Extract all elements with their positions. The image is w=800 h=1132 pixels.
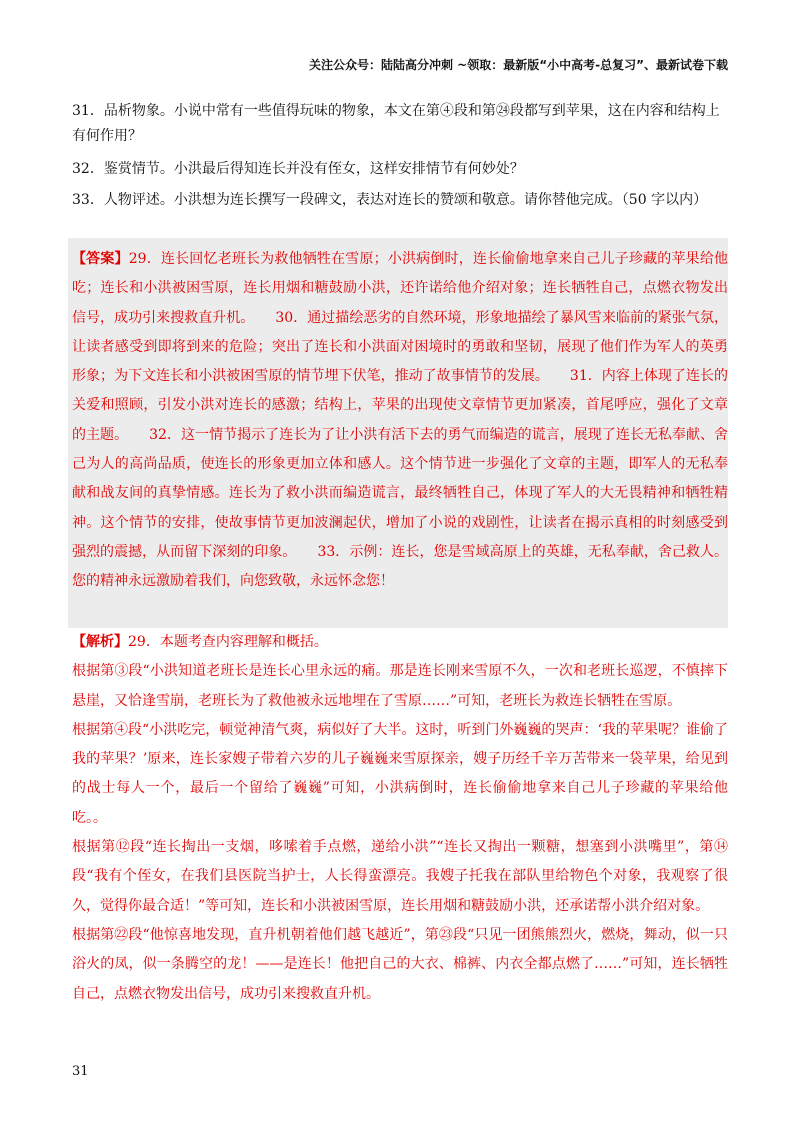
analysis-paragraph: 根据第④段“小洪吃完，顿觉神清气爽，病似好了大半。这时，听到门外巍巍的哭声：‘我的苹果呢？谁偷了我的苹果？’原来，连长家嫂子带着六岁的儿子巍巍来雪原探亲，嫂子历经千辛万苦带来一袋苹果，给见到的战士每人一个，最后一个留给了巍巍”可知，小洪病倒时，连长偷偷地拿来自己儿子珍藏的苹果给他吃。。: [72, 721, 728, 826]
answer-block: [72, 245, 728, 597]
analysis-paragraph: 根据第③段“小洪知道老班长是连长心里永远的痛。那是连长刚来雪原不久，一次和老班长巡逻，不慎摔下悬崖，又恰逢雪崩，老班长为了救他被永远地埋在了雪原……”可知，老班长为救连长牺牲在雪原。: [72, 663, 728, 709]
analysis-label: 【解析】: [72, 634, 128, 650]
answer-label: 【答案】: [72, 251, 129, 267]
analysis-paragraph: 根据第㉒段“他惊喜地发现，直升机朝着他们越飞越近”，第㉓段“只见一团熊熊烈火，燃烧，舞动，似一只浴火的凤，似一条腾空的龙！——是连长！他把自己的大衣、棉裤、内衣全都点燃了……”可知，连长牺牲自己，点燃衣物发出信号，成功引来搜救直升机。: [72, 926, 728, 1002]
answer-text: 29．连长回忆老班长为救他牺牲在雪原；小洪病倒时，连长偷偷地拿来自己儿子珍藏的苹果给他吃；连长和小洪被困雪原，连长用烟和糖鼓励小洪，还许诺给他介绍对象；连长牺牲自己，点燃衣物发出信号，成功引来搜救直升机。 30．通过描绘恶劣的自然环境，形象地描绘了暴风雪来临前的紧张气氛，让读者感受到即将到来的危险；突出了连长和小洪面对困境时的勇敢和坚韧，展现了他们作为军人的英勇形象；为下文连长和小洪被困雪原的情节埋下伏笔，推动了故事情节的发展。 31．内容上体现了连长的关爱和照顾，引发小洪对连长的感激；结构上，苹果的出现使文章情节更加紧凑，首尾呼应，强化了文章的主题。 32．这一情节揭示了连长为了让小洪有活下去的勇气而编造的谎言，展现了连长无私奉献、舍己为人的高尚品质，使连长的形象更加立体和感人。这个情节进一步强化了文章的主题，即军人的无私奉献和战友间的真挚情感。连长为了救小洪而编造谎言，最终牺牲自己，体现了军人的大无畏精神和牺牲精神。这个情节的安排，使故事情节更加波澜起伏，增加了小说的戏剧性，让读者在揭示真相的时刻感受到强烈的震撼，从而留下深刻的印象。 33．示例：连长，您是雪域高原上的英雄，无私奉献，舍己救人。您的精神永远激励着我们，向您致敬，永远怀念您！: [72, 251, 729, 590]
page-number: 31: [72, 1064, 89, 1079]
analysis-paragraph: 根据第⑫段“连长掏出一支烟，哆嗦着手点燃，递给小洪”“连长又掏出一颗糖，想塞到小洪嘴里”，第⑭段“我有个侄女，在我们县医院当护士，人长得蛮漂亮。我嫂子托我在部队里给物色个对象，我观察了很久，觉得你最合适！”等可知，连长和小洪被困雪原，连长用烟和糖鼓励小洪，还承诺帮小洪介绍对象。: [72, 839, 728, 914]
analysis-intro: 29．本题考查内容理解和概括。: [128, 634, 328, 650]
analysis-block: [72, 628, 728, 1009]
question-33: 33．人物评述。小洪想为连长撰写一段碑文，表达对连长的赞颂和敬意。请你替他完成。（50 字以内）: [72, 192, 708, 208]
question-32: 32．鉴赏情节。小洪最后得知连长并没有侄女，这样安排情节有何妙处？: [72, 161, 524, 177]
page-header: 关注公众号：陆陆高分冲刺 ~领取：最新版“小中高考-总复习”、最新试卷下载: [309, 58, 728, 72]
question-31: 31．品析物象。小说中常有一些值得玩味的物象，本文在第④段和第㉔段都写到苹果，这在内容和结构上有何作用？: [72, 103, 720, 144]
